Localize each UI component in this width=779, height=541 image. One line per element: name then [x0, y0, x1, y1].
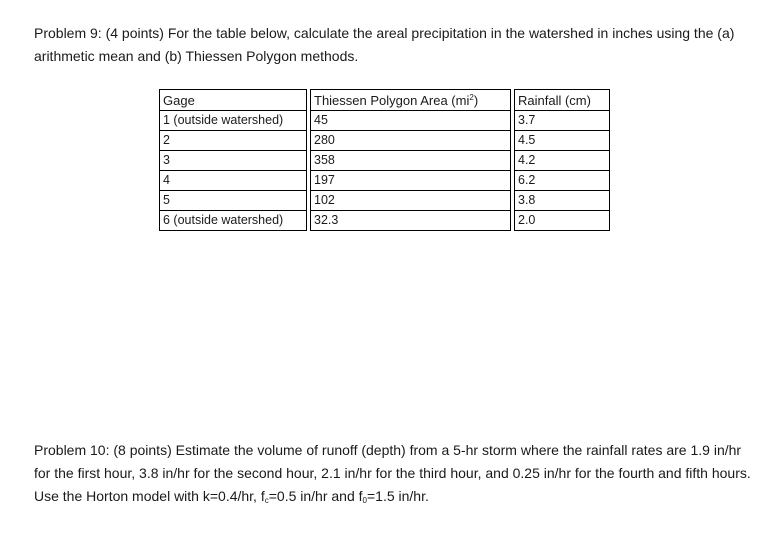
problem-10-part3: =1.5 in/hr. [366, 488, 429, 504]
header-area [310, 89, 511, 111]
cell-area: 32.3 [310, 211, 511, 231]
table-row [159, 171, 610, 191]
table-row [159, 111, 610, 131]
rainfall-table [156, 89, 613, 231]
table-header-row [159, 89, 610, 111]
header-area-sup: 2 [469, 92, 474, 102]
problem-10-part2: =0.5 in/hr and f [268, 488, 363, 504]
cell-area: 102 [310, 191, 511, 211]
cell-gage: 4 [159, 171, 307, 191]
header-rainfall: Rainfall (cm) [514, 89, 610, 111]
cell-gage: 2 [159, 131, 307, 151]
cell-rainfall: 3.7 [514, 111, 610, 131]
cell-rainfall: 4.2 [514, 151, 610, 171]
header-gage: Gage [159, 89, 307, 111]
cell-rainfall: 3.8 [514, 191, 610, 211]
header-area-prefix: Thiessen Polygon Area (mi [314, 92, 470, 108]
cell-rainfall: 6.2 [514, 171, 610, 191]
cell-gage: 5 [159, 191, 307, 211]
cell-gage: 6 (outside watershed) [159, 211, 307, 231]
cell-area: 197 [310, 171, 511, 191]
header-area-suffix: ) [473, 92, 479, 108]
problem-9 [34, 22, 758, 68]
table-row [159, 131, 610, 151]
table-row [159, 191, 610, 211]
problem-10-text [34, 439, 758, 508]
rainfall-table-container [156, 89, 613, 231]
table-row [159, 151, 610, 171]
cell-gage: 1 (outside watershed) [159, 111, 307, 131]
problem-10 [34, 439, 758, 508]
cell-gage: 3 [159, 151, 307, 171]
problem-10-part1: Problem 10: (8 points) Estimate the volume of runoff (depth) from a 5-hr storm where the rainfall rates are 1.9 in/hr for the first hour, 3.8 in/hr for the second hour, 2.1 in/hr for the third hour, and 0.25 in/hr for the fourth and fifth hours. Use the Horton model with k=0.4/hr, f [34, 442, 751, 504]
problem-10-sub-0: 0 [362, 496, 367, 505]
problem-9-text: Problem 9: (4 points) For the table below, calculate the areal precipitation in the watershed in inches using the (a) arithmetic mean and (b) Thiessen Polygon methods. [34, 25, 735, 64]
cell-rainfall: 2.0 [514, 211, 610, 231]
cell-rainfall: 4.5 [514, 131, 610, 151]
problem-10-sub-c: c [264, 496, 269, 505]
cell-area: 45 [310, 111, 511, 131]
cell-area: 358 [310, 151, 511, 171]
table-row [159, 211, 610, 231]
cell-area: 280 [310, 131, 511, 151]
